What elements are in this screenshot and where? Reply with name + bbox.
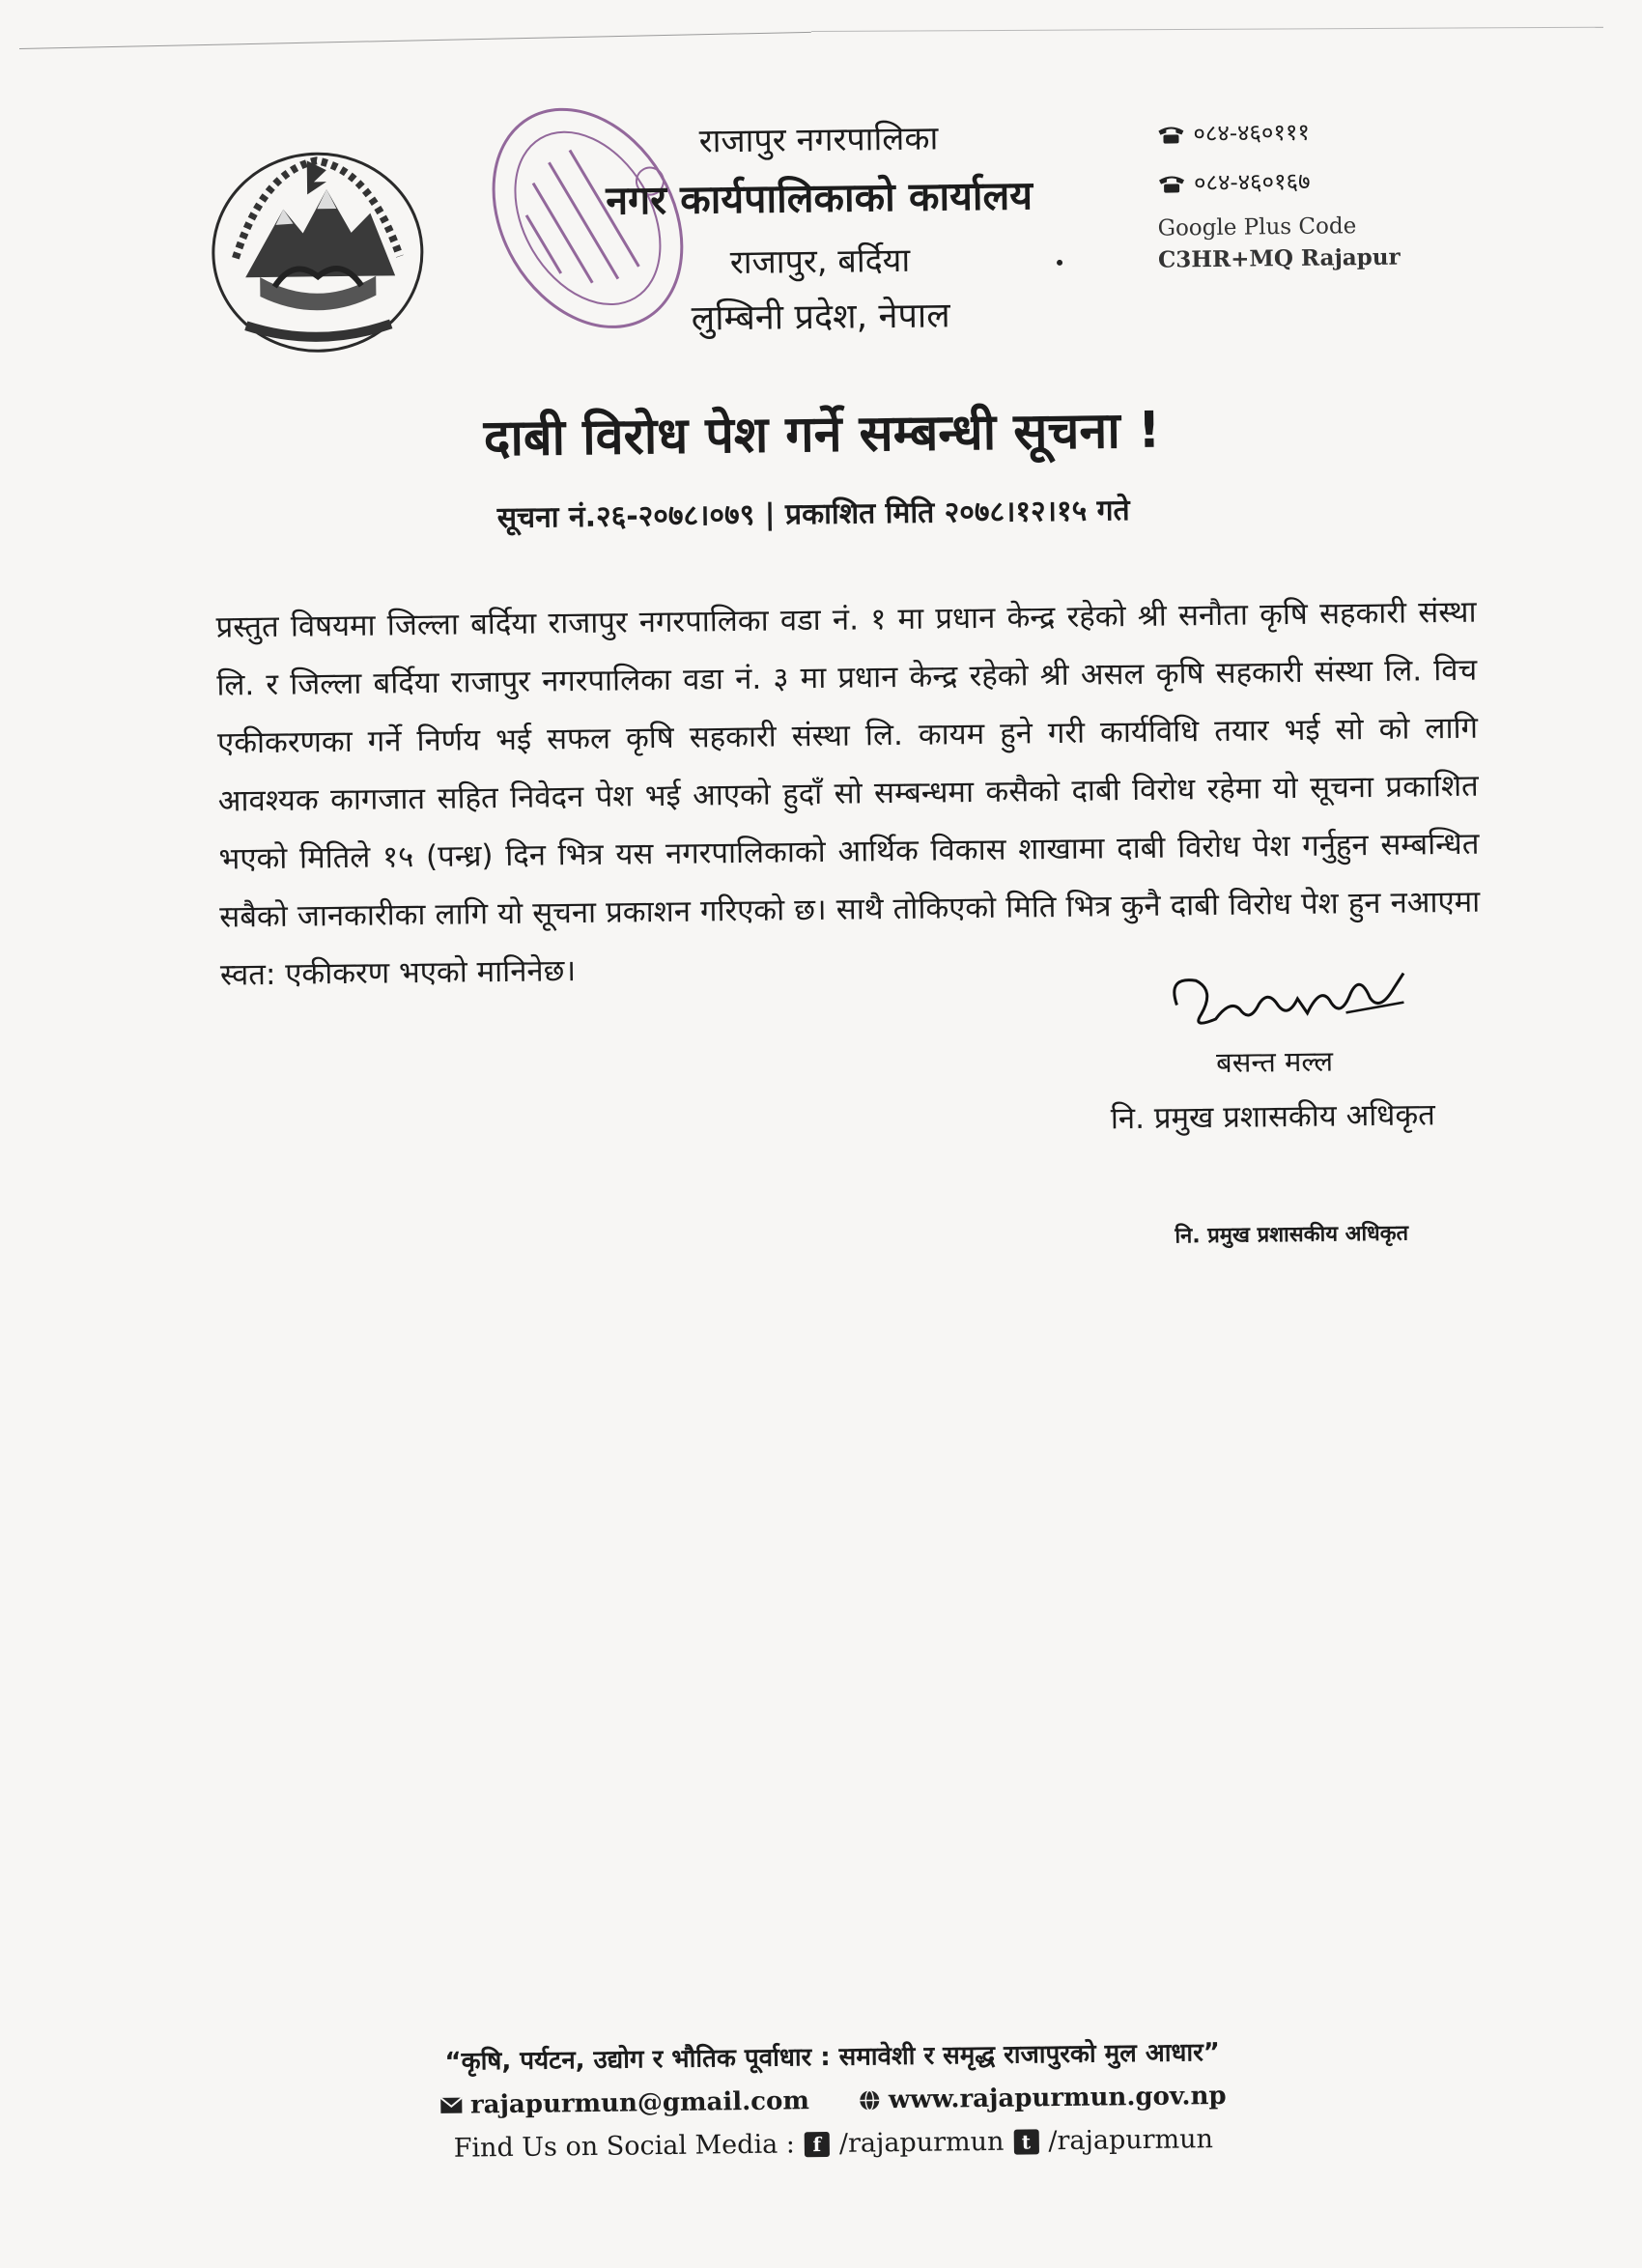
facebook-icon: f [805, 2131, 830, 2156]
notice-title: दाबी विरोध पेश गर्ने सम्बन्धी सूचना ! [349, 392, 1296, 472]
city-name: राजापुर, बर्दिया [550, 235, 1091, 286]
handwritten-signature [1162, 945, 1414, 1054]
globe-icon [858, 2088, 881, 2112]
signatory-name: बसन्त मल्ल [1216, 1042, 1333, 1081]
municipality-name: राजापुर नगरपालिका [548, 113, 1090, 164]
plus-code: C3HR+MQ Rajapur [1158, 243, 1409, 272]
nepal-emblem-icon [205, 140, 430, 360]
contact-info [1156, 115, 1409, 273]
office-name: नगर कार्यपालिकाको कार्यालय [549, 167, 1090, 228]
website-link[interactable] [858, 2082, 1227, 2115]
footer-motto: “कृषि, पर्यटन, उद्योग र भौतिक पूर्वाधार : समावेशी र समृद्ध राजापुरको मुल आधार” [301, 2031, 1364, 2079]
website-address: www.rajapurmun.gov.np [889, 2082, 1227, 2114]
footer-links [301, 2080, 1364, 2121]
signatory-title-printed: नि. प्रमुख प्रशासकीय अधिकृत [1175, 1218, 1408, 1250]
facebook-handle[interactable]: /rajapurmun [839, 2127, 1005, 2159]
phone-line [1156, 115, 1407, 150]
signatory-title: नि. प्रमुख प्रशासकीय अधिकृत [1111, 1093, 1435, 1138]
social-media-row [302, 2122, 1365, 2165]
telephone-icon [1157, 172, 1186, 193]
social-label: Find Us on Social Media : [454, 2129, 796, 2163]
envelope-icon [439, 2097, 463, 2114]
phone-line [1157, 163, 1408, 198]
ink-dot [1057, 260, 1062, 266]
twitter-handle[interactable]: /rajapurmun [1048, 2124, 1213, 2156]
letterhead-footer [301, 2031, 1365, 2165]
email-address: rajapurmun@gmail.com [470, 2086, 809, 2119]
twitter-icon: t [1013, 2129, 1038, 2154]
email-link[interactable] [439, 2086, 809, 2120]
plus-code-label: Google Plus Code [1157, 213, 1408, 241]
notice-body: प्रस्तुत विषयमा जिल्ला बर्दिया राजापुर नगरपालिका वडा नं. १ मा प्रधान केन्द्र रहेको श्री सनौता कृषि सहकारी संस्था लि. र जिल्ला बर्दिया राजापुर नगरपालिका वडा नं. ३ मा प्रधान केन्द्र रहेको श्री असल कृषि सहकारी संस्था लि. विच एकीकरणका गर्ने निर्णय भई सफल कृषि सहकारी संस्था लि. कायम हुने गरी कार्यविधि तयार भई सो को लागि आवश्यक कागजात सहित निवेदन पेश भई आएको हुदाँ सो सम्बन्धमा कसैको दाबी विरोध रहेमा यो सूचना प्रकाशित भएको मितिले १५ (पन्ध्र) दिन भित्र यस नगरपालिकाको आर्थिक विकास शाखामा दाबी विरोध पेश गर्नुहुन सम्बन्धित सबैको जानकारीका लागि यो सूचना प्रकाशन गरिएको छ। साथै तोकिएको मिति भित्र कुनै दाबी विरोध पेश हुन नआएमा स्वत: एकीकरण भएको मानिनेछ। [215, 583, 1481, 1005]
notice-reference: सूचना नं.२६-२०७८।०७९ | प्रकाशित मिति २०७८।१२।१५ गते [417, 488, 1209, 537]
phone-number: ०८४-४६०१६७ [1194, 165, 1311, 198]
phone-number: ०८४-४६०१११ [1193, 116, 1310, 149]
province-name: लुम्बिनी प्रदेश, नेपाल [550, 289, 1091, 343]
telephone-icon [1156, 123, 1185, 144]
office-header [548, 113, 1091, 343]
